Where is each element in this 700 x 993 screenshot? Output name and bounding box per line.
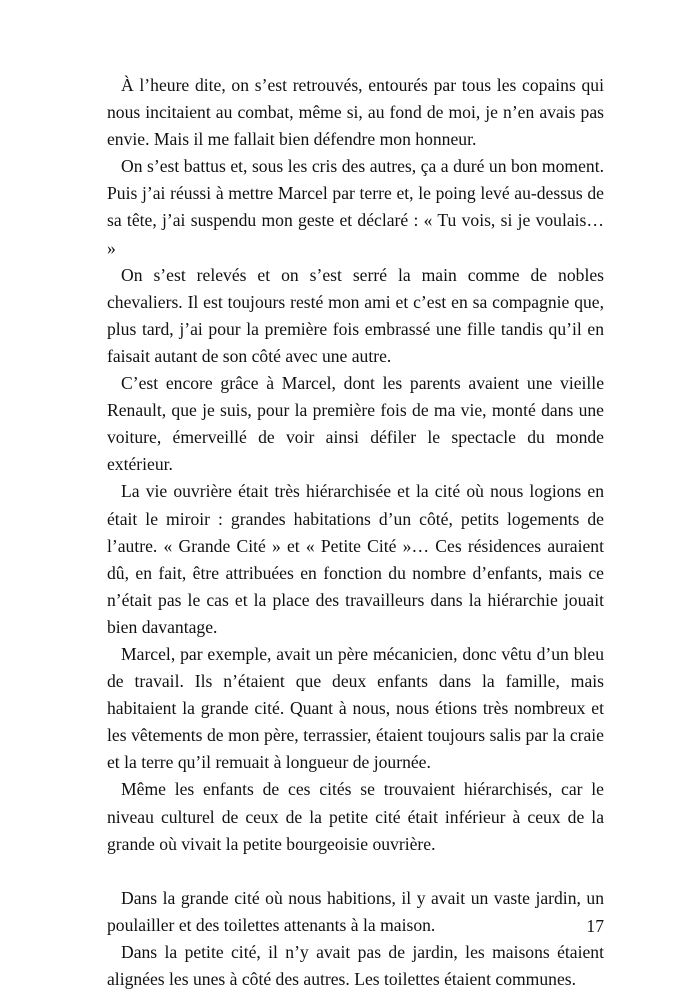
paragraph: Marcel, par exemple, avait un père mécanicien, donc vêtu d’un bleu de travail. Ils n’étaient que deux enfants dans la famille, mais habitaient la grande cité. Quant à nous, nous étions très nombreux et les vêtements de mon père, terrassier, étaient toujours salis par la craie et la terre qu’il remuait à longueur de journée. xyxy=(107,643,604,773)
paragraph: C’est encore grâce à Marcel, dont les parents avaient une vieille Renault, que je suis, pour la première fois de ma vie, monté dans une voiture, émerveillé de voir ainsi défiler le spectacle du monde extérieur. xyxy=(107,373,604,475)
paragraph: On s’est battus et, sous les cris des autres, ça a duré un bon moment. Puis j’ai réussi à mettre Marcel par terre et, le poing levé au-dessus de sa tête, j’ai suspendu mon geste et déclaré : « Tu vois, si je voulais… » xyxy=(107,156,604,258)
paragraph: La vie ouvrière était très hiérarchisée et la cité où nous logions en était le miroir : grandes habitations d’un côté, petits logements de l’autre. « Grande Cité » et « Petite Cité »… Ces résidences auraient dû, en fait, être attribuées en fonction du nombre d’enfants, mais ce n’était pas le cas et la place des travailleurs dans la hiérarchie jouait bien davantage. xyxy=(107,481,604,637)
section-break xyxy=(107,858,604,885)
paragraph: Dans la petite cité, il n’y avait pas de jardin, les maisons étaient alignées les unes à côté des autres. Les toilettes étaient communes. xyxy=(107,942,604,990)
page-number: 17 xyxy=(586,916,604,936)
body-text xyxy=(107,72,604,993)
paragraph: À l’heure dite, on s’est retrouvés, entourés par tous les copains qui nous incitaient au combat, même si, au fond de moi, je n’en avais pas envie. Mais il me fallait bien défendre mon honneur. xyxy=(107,75,604,150)
paragraph: Même les enfants de ces cités se trouvaient hiérarchisés, car le niveau culturel de ceux de la petite cité était inférieur à ceux de la grande où vivait la petite bourgeoisie ouvrière. xyxy=(107,779,604,854)
paragraph: On s’est relevés et on s’est serré la main comme de nobles chevaliers. Il est toujours resté mon ami et c’est en sa compagnie que, plus tard, j’ai pour la première fois embrassé une fille tandis qu’il en faisait autant de son côté avec une autre. xyxy=(107,264,604,366)
paragraph: Dans la grande cité où nous habitions, il y avait un vaste jardin, un poulailler et des toilettes attenants à la maison. xyxy=(107,887,604,935)
